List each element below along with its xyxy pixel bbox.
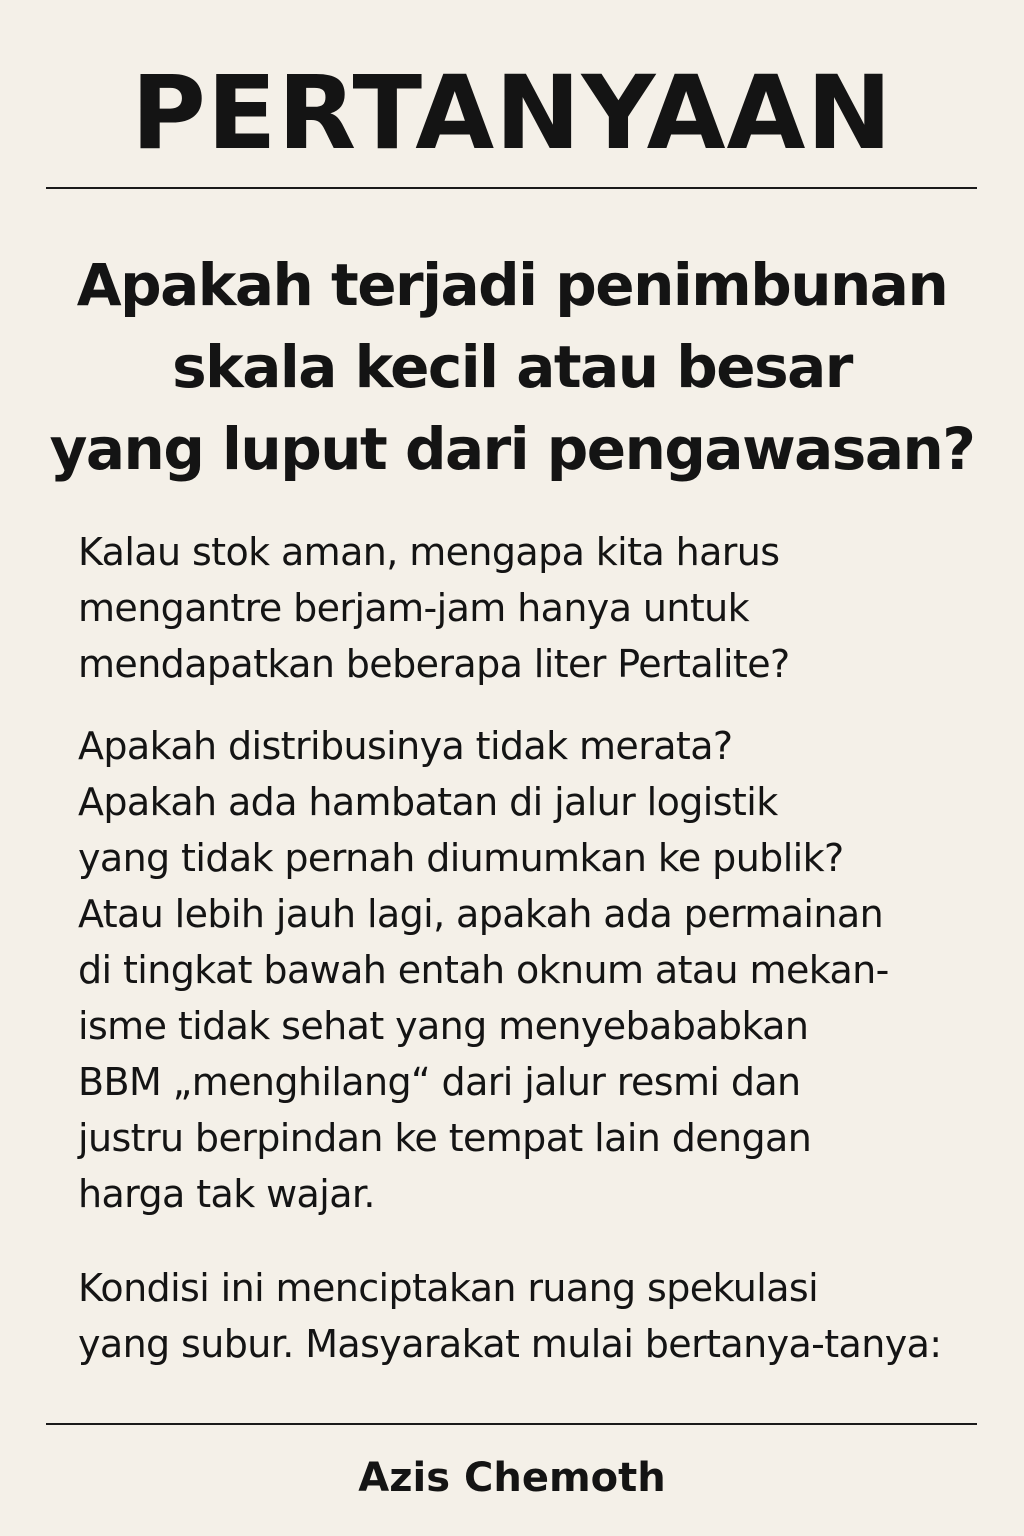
headline	[20, 244, 1004, 490]
paragraph-line: Kondisi ini menciptakan ruang spekulasi	[78, 1266, 819, 1310]
paragraph-line: yang tidak pernah diumumkan ke publik?	[78, 836, 844, 880]
paragraph-line: Apakah ada hambatan di jalur logistik	[78, 780, 778, 824]
paragraph-line: harga tak wajar.	[78, 1172, 375, 1216]
headline-line: skala kecil atau besar	[172, 333, 852, 401]
headline-line: yang luput dari pengawasan?	[49, 415, 975, 483]
paragraph-line: mendapatkan beberapa liter Pertalite?	[78, 642, 790, 686]
paragraph-line: Apakah distribusinya tidak merata?	[78, 724, 733, 768]
page-title: PERTANYAAN	[131, 54, 893, 173]
paragraph-line: mengantre berjam-jam hanya untuk	[78, 586, 750, 630]
paragraph-1	[78, 524, 1008, 692]
paragraph-line: yang subur. Masyarakat mulai bertanya-tanya:	[78, 1322, 942, 1366]
paragraph-line: Kalau stok aman, mengapa kita harus	[78, 530, 780, 574]
paragraph-3	[78, 1260, 1008, 1372]
paragraph-line: Atau lebih jauh lagi, apakah ada permainan	[78, 892, 884, 936]
paragraph-line: justru berpindan ke tempat lain dengan	[78, 1116, 812, 1160]
paragraph-line: BBM „menghilang“ dari jalur resmi dan	[78, 1060, 801, 1104]
bottom-divider	[46, 1423, 977, 1425]
top-divider	[46, 187, 977, 189]
paragraph-line: isme tidak sehat yang menyebababkan	[78, 1004, 809, 1048]
paragraph-line: di tingkat bawah entah oknum atau mekan-	[78, 948, 889, 992]
paragraph-2	[78, 718, 1008, 1222]
author-byline: Azis Chemoth	[358, 1455, 666, 1501]
headline-line: Apakah terjadi penimbunan	[76, 251, 948, 319]
